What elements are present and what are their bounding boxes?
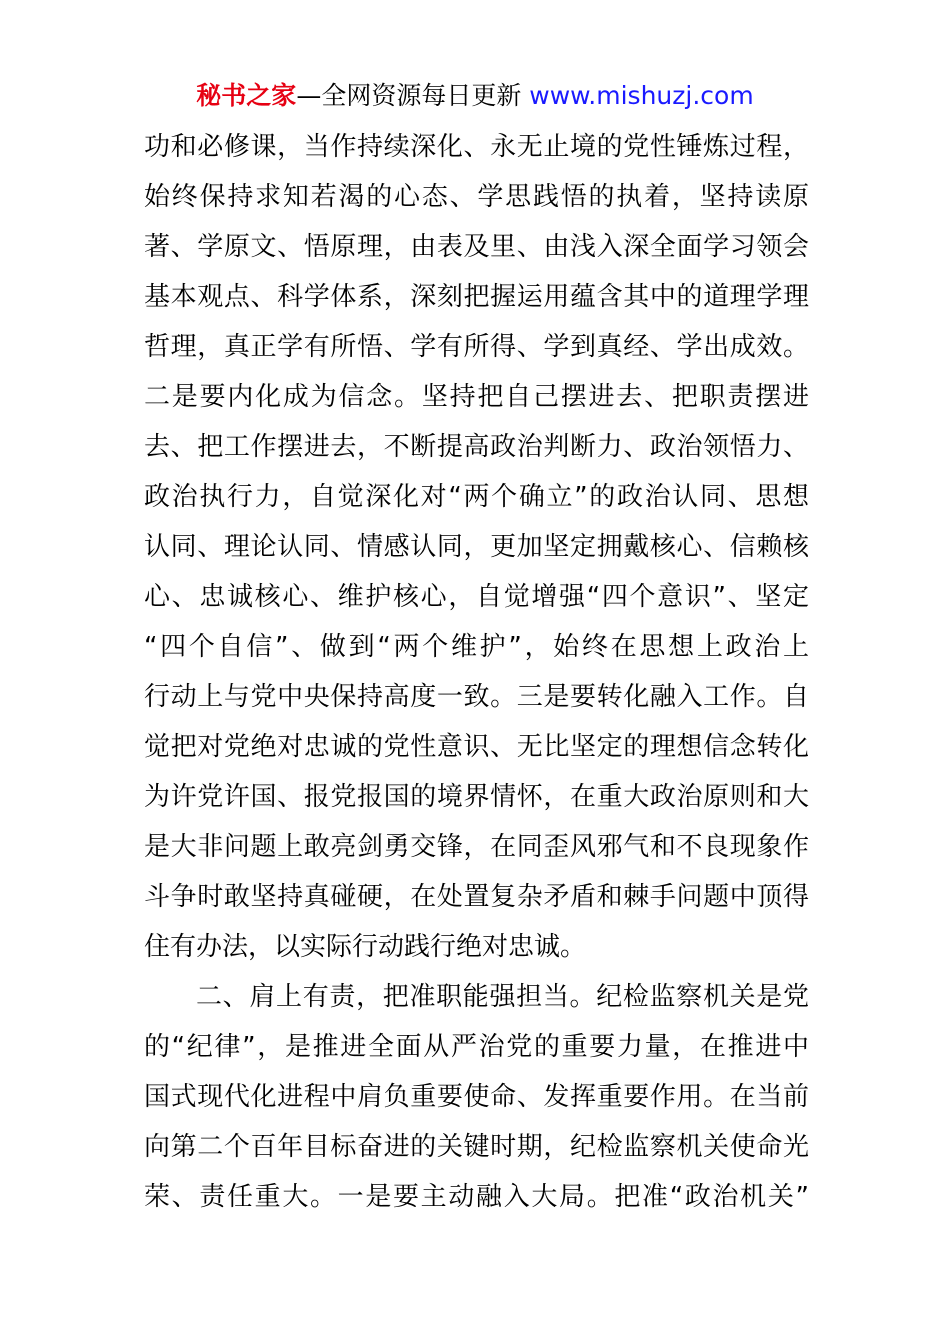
section-heading-line: 二、肩上有责，把准职能强担当。纪检监察机关是党: [196, 982, 809, 1012]
site-brand: 秘书之家: [196, 81, 297, 110]
text-line: 心、忠诚核心、维护核心，自觉增强“四个意识”、坚定: [144, 582, 809, 612]
text-line: 国式现代化进程中肩负重要使命、发挥重要作用。在当前: [144, 1082, 809, 1112]
text-line: 为许党许国、报党报国的境界情怀，在重大政治原则和大: [144, 782, 809, 812]
text-line: 二是要内化成为信念。坚持把自己摆进去、把职责摆进: [144, 382, 809, 412]
document-body: [144, 122, 809, 1222]
text-line: 去、把工作摆进去，不断提高政治判断力、政治领悟力、: [144, 432, 809, 462]
text-line: 的“纪律”，是推进全面从严治党的重要力量，在推进中: [144, 1032, 809, 1062]
text-line: 向第二个百年目标奋进的关键时期，纪检监察机关使命光: [144, 1132, 809, 1162]
text-line: 斗争时敢坚持真碰硬，在处置复杂矛盾和棘手问题中顶得: [144, 882, 809, 912]
text-line: 是大非问题上敢亮剑勇交锋，在同歪风邪气和不良现象作: [144, 832, 809, 862]
text-line: 政治执行力，自觉深化对“两个确立”的政治认同、思想: [144, 482, 809, 512]
site-url[interactable]: www.mishuzj.com: [529, 81, 754, 110]
text-line: “四个自信”、做到“两个维护”，始终在思想上政治上: [144, 632, 809, 662]
text-line: 觉把对党绝对忠诚的党性意识、无比坚定的理想信念转化: [144, 732, 809, 762]
text-line: 功和必修课，当作持续深化、永无止境的党性锤炼过程，: [144, 132, 809, 162]
text-line: 荣、责任重大。一是要主动融入大局。把准“政治机关”: [144, 1182, 809, 1212]
text-line: 基本观点、科学体系，深刻把握运用蕴含其中的道理学理: [144, 282, 809, 312]
text-line: 哲理，真正学有所悟、学有所得、学到真经、学出成效。: [144, 332, 809, 362]
text-line: 始终保持求知若渴的心态、学思践悟的执着，坚持读原: [144, 182, 809, 212]
site-header: [0, 78, 950, 114]
text-line: 认同、理论认同、情感认同，更加坚定拥戴核心、信赖核: [144, 532, 809, 562]
text-line: 行动上与党中央保持高度一致。三是要转化融入工作。自: [144, 682, 809, 712]
paragraph-end-line: 住有办法，以实际行动践行绝对忠诚。: [144, 932, 587, 962]
text-line: 著、学原文、悟原理，由表及里、由浅入深全面学习领会: [144, 232, 809, 262]
site-tagline: —全网资源每日更新: [296, 81, 530, 110]
